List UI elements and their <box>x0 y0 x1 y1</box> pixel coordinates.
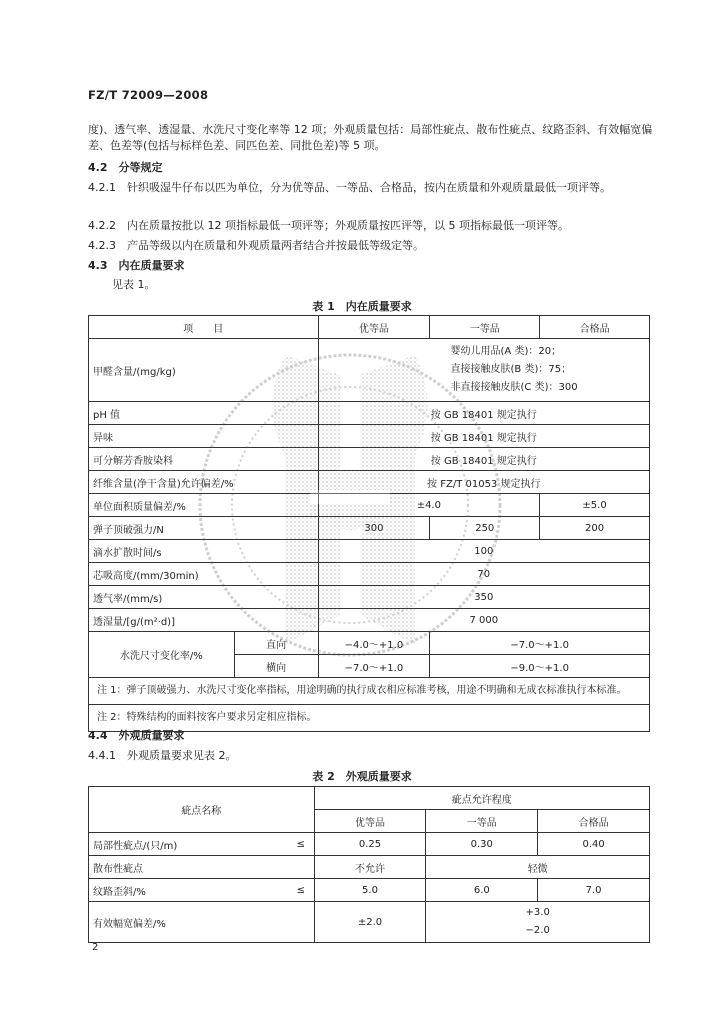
table-row <box>89 540 650 563</box>
formaldehyde-class-c: 非直接接触皮肤(C 类)：300 <box>450 382 578 393</box>
table-row <box>89 833 650 856</box>
header-grade-first: 一等品 <box>426 810 538 833</box>
row-label-moisture: 透湿量/[g/(m²·d)] <box>89 609 319 632</box>
local-premium: 0.25 <box>314 833 426 856</box>
table-row <box>89 517 650 540</box>
skew-first: 6.0 <box>426 879 538 902</box>
wash-transverse-premium: −7.0～+1.0 <box>318 655 430 678</box>
row-label-burst: 弹子顶破强力/N <box>89 517 319 540</box>
formaldehyde-class-a: 婴幼儿用品(A 类)：20； <box>450 346 562 357</box>
table-2-appearance-quality <box>88 786 650 943</box>
burst-premium: 300 <box>318 517 430 540</box>
formaldehyde-values <box>318 339 649 402</box>
paragraph-4-2-1: 4.2.1 针织吸湿牛仔布以匹为单位，分为优等品、一等品、合格品，按内在质量和外观质量最低一项评等。 <box>88 181 611 194</box>
row-label-skew: 纹路歪斜/% <box>89 879 289 902</box>
header-grade-premium: 优等品 <box>318 316 430 339</box>
row-label-air: 透气率/(mm/s) <box>89 586 319 609</box>
table-row <box>89 563 650 586</box>
table-row <box>89 425 650 448</box>
local-first: 0.30 <box>426 833 538 856</box>
amine-value: 按 GB 18401 规定执行 <box>318 448 649 471</box>
odor-value: 按 GB 18401 规定执行 <box>318 425 649 448</box>
section-4-2-heading: 4.2 分等规定 <box>88 161 163 174</box>
header-defect-name: 疵点名称 <box>89 787 315 833</box>
burst-first: 250 <box>430 517 540 540</box>
table-row <box>89 471 650 494</box>
wash-transverse-label: 横向 <box>234 655 318 678</box>
table-row <box>89 902 650 943</box>
row-label-amine: 可分解芳香胺染料 <box>89 448 319 471</box>
row-label-local-defects: 局部性疵点/(只/m) <box>89 833 289 856</box>
ph-value: 按 GB 18401 规定执行 <box>318 402 649 425</box>
row-label-drip: 滴水扩散时间/s <box>89 540 319 563</box>
moisture-value: 7 000 <box>318 609 649 632</box>
wash-transverse-first-qualified: −9.0～+1.0 <box>430 655 650 678</box>
table-1-caption: 表 1 内在质量要求 <box>312 300 412 313</box>
skew-premium: 5.0 <box>314 879 426 902</box>
table-1-note-1: 注 1：弹子顶破强力、水洗尺寸变化率指标，用途明确的执行成衣相应标准考核，用途不明确和无成衣标准执行本标准。 <box>89 678 650 705</box>
table-row <box>89 586 650 609</box>
mass-qualified: ±5.0 <box>540 494 650 517</box>
page-number: 2 <box>92 942 99 953</box>
header-allowed-degree: 疵点允许程度 <box>314 787 649 810</box>
table-row <box>89 879 650 902</box>
wash-straight-first-qualified: −7.0～+1.0 <box>430 632 650 655</box>
row-label-scattered-defects: 散布性疵点 <box>89 856 315 879</box>
header-grade-qualified: 合格品 <box>538 810 650 833</box>
fiber-value: 按 FZ/T 01053 规定执行 <box>318 471 649 494</box>
skew-operator: ≤ <box>288 879 314 902</box>
width-plus: +3.0 <box>525 907 550 918</box>
row-label-wicking: 芯吸高度/(mm/30min) <box>89 563 319 586</box>
header-grade-premium: 优等品 <box>314 810 426 833</box>
scatter-premium: 不允许 <box>314 856 426 879</box>
paragraph-4-4-1: 4.4.1 外观质量要求见表 2。 <box>88 749 237 762</box>
width-premium: ±2.0 <box>314 902 426 943</box>
table-row <box>89 609 650 632</box>
paragraph-4-2-3: 4.2.3 产品等级以内在质量和外观质量两者结合并按最低等级定等。 <box>88 239 424 252</box>
mass-premium-first: ±4.0 <box>318 494 540 517</box>
row-label-fiber: 纤维含量(净干含量)允许偏差/% <box>89 471 319 494</box>
standard-number: FZ/T 72009—2008 <box>88 88 209 102</box>
skew-qualified: 7.0 <box>538 879 650 902</box>
table-row <box>89 316 650 339</box>
scatter-first-qualified: 轻微 <box>426 856 650 879</box>
table-row <box>89 448 650 471</box>
wash-straight-label: 直向 <box>234 632 318 655</box>
local-qualified: 0.40 <box>538 833 650 856</box>
wash-straight-premium: −4.0～+1.0 <box>318 632 430 655</box>
table-row <box>89 632 650 655</box>
table-row <box>89 494 650 517</box>
table-row <box>89 339 650 402</box>
drip-value: 100 <box>318 540 649 563</box>
paragraph-4-2-2: 4.2.2 内在质量按批以 12 项指标最低一项评等；外观质量按匹评等，以 5 项指标最低一项评等。 <box>88 219 569 232</box>
section-4-3-heading: 4.3 内在质量要求 <box>88 259 185 272</box>
header-item: 项 目 <box>89 316 319 339</box>
header-grade-first: 一等品 <box>430 316 540 339</box>
table-1-intrinsic-quality <box>88 315 650 732</box>
table-row <box>89 787 650 810</box>
burst-qualified: 200 <box>540 517 650 540</box>
row-label-ph: pH 值 <box>89 402 319 425</box>
table-2-caption: 表 2 外观质量要求 <box>312 770 412 783</box>
row-label-wash: 水洗尺寸变化率/% <box>89 632 235 678</box>
row-label-width-deviation: 有效幅宽偏差/% <box>89 902 315 943</box>
table-1-note-2: 注 2：特殊结构的面料按客户要求另定相应指标。 <box>89 705 650 732</box>
paragraph-quality-items: 度)、透气率、透湿量、水洗尺寸变化率等 12 项；外观质量包括：局部性疵点、散布性疵点、纹路歪斜、有效幅宽偏差、色差等(包括与标样色差、同匹色差、同批色差)等 5 项。 <box>88 123 653 152</box>
formaldehyde-class-b: 直接接触皮肤(B 类)：75； <box>450 364 572 375</box>
header-grade-qualified: 合格品 <box>540 316 650 339</box>
width-minus: −2.0 <box>525 925 550 936</box>
table-row <box>89 402 650 425</box>
wicking-value: 70 <box>318 563 649 586</box>
local-operator: ≤ <box>288 833 314 856</box>
row-label-formaldehyde: 甲醛含量/(mg/kg) <box>89 339 319 402</box>
table-row <box>89 678 650 705</box>
section-4-4-heading: 4.4 外观质量要求 <box>88 729 185 742</box>
air-value: 350 <box>318 586 649 609</box>
row-label-odor: 异味 <box>89 425 319 448</box>
see-table-1: 见表 1。 <box>112 278 156 291</box>
width-first-qualified <box>426 902 650 943</box>
table-row <box>89 856 650 879</box>
row-label-mass: 单位面积质量偏差/% <box>89 494 319 517</box>
